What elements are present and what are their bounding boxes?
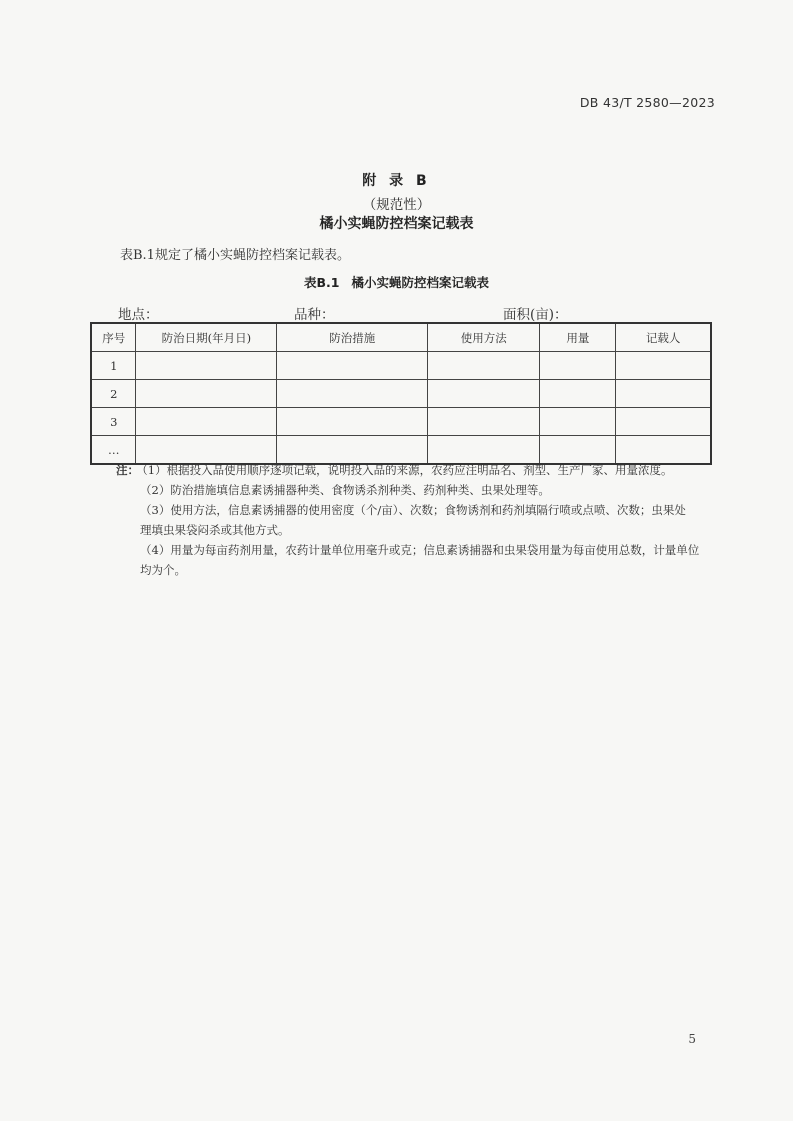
note-item: （4）用量为每亩药剂用量，农药计量单位用毫升或克；信息素诱捕器和虫果袋用量为每亩使用总数，计量单位 [140,543,700,557]
cell-date [136,380,277,408]
cell-usage [428,380,540,408]
header-dosage: 用量 [540,323,616,352]
page-number: 5 [688,1032,696,1046]
table-row [91,380,711,408]
header-usage: 使用方法 [428,323,540,352]
standard-code: DB 43/T 2580—2023 [579,95,715,110]
cell-dosage [540,380,616,408]
note-item: （3）使用方法，信息素诱捕器的使用密度（个/亩）、次数；食物诱剂和药剂填隔行喷或点喷、次数；虫果处 [140,503,686,517]
cell-measure [277,380,428,408]
cell-date [136,352,277,380]
variety-field: 品种： [294,307,335,323]
table-caption [0,273,793,291]
note-text: （1）根据投入品使用顺序逐项记载，说明投入品的来源，农药应注明品名、剂型、生产厂家、用量浓度。 [142,463,673,477]
cell-measure [277,408,428,436]
intro-paragraph: 表B.1规定了橘小实蝇防控档案记载表。 [120,248,350,263]
cell-recorder [616,352,711,380]
table-caption-title: 橘小实蝇防控档案记载表 [351,275,489,290]
header-measure: 防治措施 [277,323,428,352]
row-index: 2 [91,380,136,408]
row-index: 1 [91,352,136,380]
note-item: （2）防治措施填信息素诱捕器种类、食物诱杀剂种类、药剂种类、虫果处理等。 [140,483,550,497]
cell-usage [428,352,540,380]
table-row [91,408,711,436]
header-recorder: 记载人 [616,323,711,352]
cell-dosage [540,408,616,436]
record-table [90,322,712,465]
area-field: 面积(亩)： [503,307,568,323]
row-index: … [91,436,136,465]
note-item [116,460,716,480]
cell-usage [428,408,540,436]
cell-date [136,408,277,436]
table-caption-number: 表B.1 [304,275,340,290]
appendix-label: 附 录 B [362,173,431,189]
cell-recorder [616,380,711,408]
row-index: 3 [91,408,136,436]
cell-recorder [616,408,711,436]
cell-dosage [540,352,616,380]
header-index: 序号 [91,323,136,352]
cell-measure [277,352,428,380]
note-item-continuation: 均为个。 [140,563,186,577]
appendix-normative: （规范性） [362,197,431,213]
table-row [91,352,711,380]
appendix-title: 橘小实蝇防控档案记载表 [319,216,474,232]
header-date: 防治日期(年月日) [136,323,277,352]
location-field: 地点： [118,307,159,323]
note-label: 注： [116,463,139,477]
note-item-continuation: 理填虫果袋闷杀或其他方式。 [140,523,290,537]
table-notes [116,460,716,580]
table-header-row [91,323,711,352]
